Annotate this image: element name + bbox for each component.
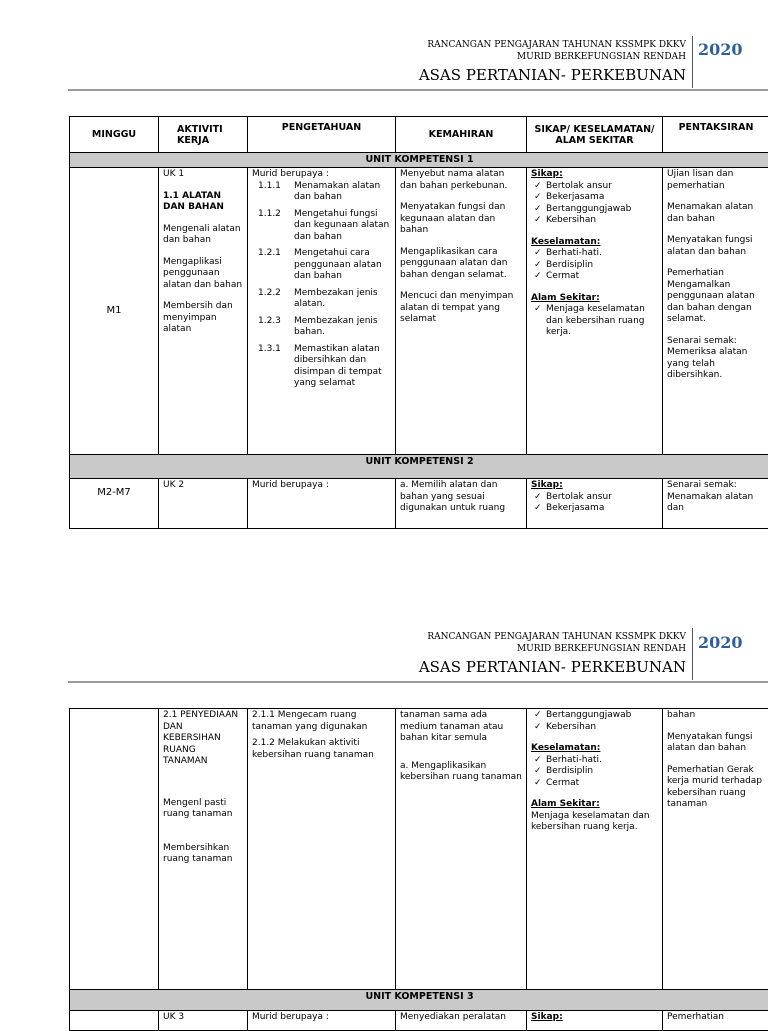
alam-item: Menjaga keselamatan dan kebersihan ruang kerja. xyxy=(531,811,658,834)
pengetahuan-cell xyxy=(248,709,396,990)
pengetahuan-item: 2.1.1 Mengecam ruang tanaman yang digunakan xyxy=(252,710,391,733)
aktiviti-heading: 1.1 ALATAN DAN BAHAN xyxy=(163,191,243,214)
pentaksiran-item: Pemerhatian Mengamalkan penggunaan alatan dan bahan dengan selamat. xyxy=(667,268,765,326)
col-sikap: SIKAP/ KESELAMATAN/ ALAM SEKITAR xyxy=(527,117,663,153)
header-year: 2020 xyxy=(698,40,743,59)
kemahiran-item: tanaman sama ada medium tanaman atau bahan kitar semula xyxy=(400,710,522,745)
aktiviti-item: Membersih dan menyimpan alatan xyxy=(163,301,243,336)
pentaksiran-item: Menyatakan fungsi alatan dan bahan xyxy=(667,235,765,258)
kemahiran-item: Mengaplikasikan cara penggunaan alatan dan bahan dengan selamat. xyxy=(400,247,522,282)
pentaksiran-item: Senarai semak: Memeriksa alatan yang telah dibersihkan. xyxy=(667,336,765,382)
unit-title: UNIT KOMPETENSI 3 xyxy=(70,990,768,1011)
sikap-label: Sikap: xyxy=(531,169,658,181)
sikap-cell xyxy=(527,709,663,990)
col-kemahiran: KEMAHIRAN xyxy=(396,117,527,153)
pengetahuan-item: 1.2.2 Membezakan jenis alatan. xyxy=(252,288,391,311)
minggu-cell: M1 xyxy=(70,168,159,455)
pentaksiran-cell xyxy=(663,709,768,990)
keselamatan-label: Keselamatan: xyxy=(531,237,658,249)
plan-table-page1 xyxy=(69,116,768,529)
alam-label: Alam Sekitar: xyxy=(531,799,658,811)
header-title: ASAS PERTANIAN- PERKEBUNAN xyxy=(419,658,686,676)
sikap-cell xyxy=(527,1011,663,1031)
aktiviti-item: Mengenl pasti ruang tanaman xyxy=(163,798,243,821)
col-aktiviti: AKTIVITI KERJA xyxy=(159,117,248,153)
header-divider xyxy=(692,628,693,680)
kemahiran-cell: Menyediakan peralatan xyxy=(396,1011,527,1031)
header-divider xyxy=(692,36,693,88)
pengetahuan-item: 1.2.1 Mengetahui cara penggunaan alatan dan bahan xyxy=(252,248,391,283)
aktiviti-cell: UK 3 xyxy=(159,1011,248,1031)
aktiviti-item: Membersihkan ruang tanaman xyxy=(163,843,243,866)
pengetahuan-item: 1.3.1 Memastikan alatan dibersihkan dan disimpan di tempat yang selamat xyxy=(252,344,391,390)
header-line1: RANCANGAN PENGAJARAN TAHUNAN KSSMPK DKKV xyxy=(427,632,686,643)
kemahiran-item: Menyatakan fungsi dan kegunaan alatan dan bahan xyxy=(400,202,522,237)
col-pentaksiran: PENTAKSIRAN xyxy=(663,117,768,153)
alam-label: Alam Sekitar: xyxy=(531,293,658,305)
sikap-cell xyxy=(527,479,663,529)
aktiviti-cell xyxy=(159,709,248,990)
header-title: ASAS PERTANIAN- PERKEBUNAN xyxy=(419,66,686,84)
sikap-item: ✓ Kebersihan xyxy=(531,215,658,227)
keselamatan-item: ✓ Cermat xyxy=(531,271,658,283)
unit-title: UNIT KOMPETENSI 2 xyxy=(70,455,768,479)
pengetahuan-cell: Murid berupaya : xyxy=(248,479,396,529)
pengetahuan-item: 1.2.3 Membezakan jenis bahan. xyxy=(252,316,391,339)
aktiviti-heading: 2.1 PENYEDIAAN DAN KEBERSIHAN RUANG TANAMAN xyxy=(163,710,243,768)
pentaksiran-cell: Pemerhatian xyxy=(663,1011,768,1031)
alam-item: ✓ Menjaga keselamatan dan kebersihan ruang kerja. xyxy=(531,304,658,339)
pentaksiran-cell: Senarai semak: Menamakan alatan dan xyxy=(663,479,768,529)
kemahiran-cell: a. Memilih alatan dan bahan yang sesuai digunakan untuk ruang xyxy=(396,479,527,529)
aktiviti-item: Mengaplikasi penggunaan alatan dan bahan xyxy=(163,257,243,292)
sikap-item: ✓ Bekerjasama xyxy=(531,192,658,204)
pengetahuan-item: 1.1.1 Menamakan alatan dan bahan xyxy=(252,181,391,204)
kemahiran-item: Mencuci dan menyimpan alatan di tempat yang selamat xyxy=(400,291,522,326)
sikap-item: ✓ Kebersihan xyxy=(531,722,658,734)
kemahiran-item: a. Mengaplikasikan kebersihan ruang tanaman xyxy=(400,761,522,784)
header-year: 2020 xyxy=(698,633,743,652)
keselamatan-item: ✓ Berdisiplin xyxy=(531,766,658,778)
kemahiran-cell xyxy=(396,168,527,455)
header-line2: MURID BERKEFUNGSIAN RENDAH xyxy=(517,644,686,655)
pengetahuan-cell xyxy=(248,168,396,455)
keselamatan-label: Keselamatan: xyxy=(531,743,658,755)
keselamatan-item: ✓ Berdisiplin xyxy=(531,260,658,272)
sikap-label: Sikap: xyxy=(531,1012,658,1024)
pengetahuan-intro: Murid berupaya : xyxy=(252,169,391,181)
sikap-label: Sikap: xyxy=(531,480,658,492)
header-line2: MURID BERKEFUNGSIAN RENDAH xyxy=(517,52,686,63)
col-pengetahuan: PENGETAHUAN xyxy=(248,117,396,153)
pentaksiran-item: Menyatakan fungsi alatan dan bahan xyxy=(667,732,765,755)
sikap-cell xyxy=(527,168,663,455)
pentaksiran-item: Pemerhatian Gerak kerja murid terhadap kebersihan ruang tanaman xyxy=(667,765,765,811)
pengetahuan-cell: Murid berupaya : xyxy=(248,1011,396,1031)
aktiviti-cell xyxy=(159,168,248,455)
unit-title: UNIT KOMPETENSI 1 xyxy=(70,153,768,168)
header-rule xyxy=(68,89,768,91)
sikap-item: ✓ Bertolak ansur xyxy=(531,181,658,193)
pentaksiran-item: Ujian lisan dan pemerhatian xyxy=(667,169,765,192)
keselamatan-item: ✓ Cermat xyxy=(531,778,658,790)
aktiviti-uk: UK 1 xyxy=(163,169,243,181)
aktiviti-cell: UK 2 xyxy=(159,479,248,529)
pentaksiran-item: Menamakan alatan dan bahan xyxy=(667,202,765,225)
aktiviti-item: Mengenali alatan dan bahan xyxy=(163,224,243,247)
pentaksiran-item: bahan xyxy=(667,710,765,722)
minggu-cell xyxy=(70,709,159,990)
sikap-item: ✓ Bertanggungjawab xyxy=(531,710,658,722)
kemahiran-cell xyxy=(396,709,527,990)
sikap-item: ✓ Bertolak ansur xyxy=(531,492,658,504)
keselamatan-item: ✓ Berhati-hati. xyxy=(531,755,658,767)
col-minggu: MINGGU xyxy=(70,117,159,153)
pengetahuan-item: 2.1.2 Melakukan aktiviti kebersihan ruang tanaman xyxy=(252,738,391,761)
header-line1: RANCANGAN PENGAJARAN TAHUNAN KSSMPK DKKV xyxy=(427,40,686,51)
keselamatan-item: ✓ Berhati-hati. xyxy=(531,248,658,260)
pentaksiran-cell xyxy=(663,168,768,455)
kemahiran-item: Menyebut nama alatan dan bahan perkebunan. xyxy=(400,169,522,192)
minggu-cell: M2-M7 xyxy=(70,479,159,529)
sikap-item: ✓ Bertanggungjawab xyxy=(531,204,658,216)
plan-table-page2 xyxy=(69,708,768,1031)
sikap-item: ✓ Bekerjasama xyxy=(531,503,658,515)
minggu-cell xyxy=(70,1011,159,1031)
pengetahuan-item: 1.1.2 Mengetahui fungsi dan kegunaan alatan dan bahan xyxy=(252,209,391,244)
header-rule xyxy=(68,681,768,683)
